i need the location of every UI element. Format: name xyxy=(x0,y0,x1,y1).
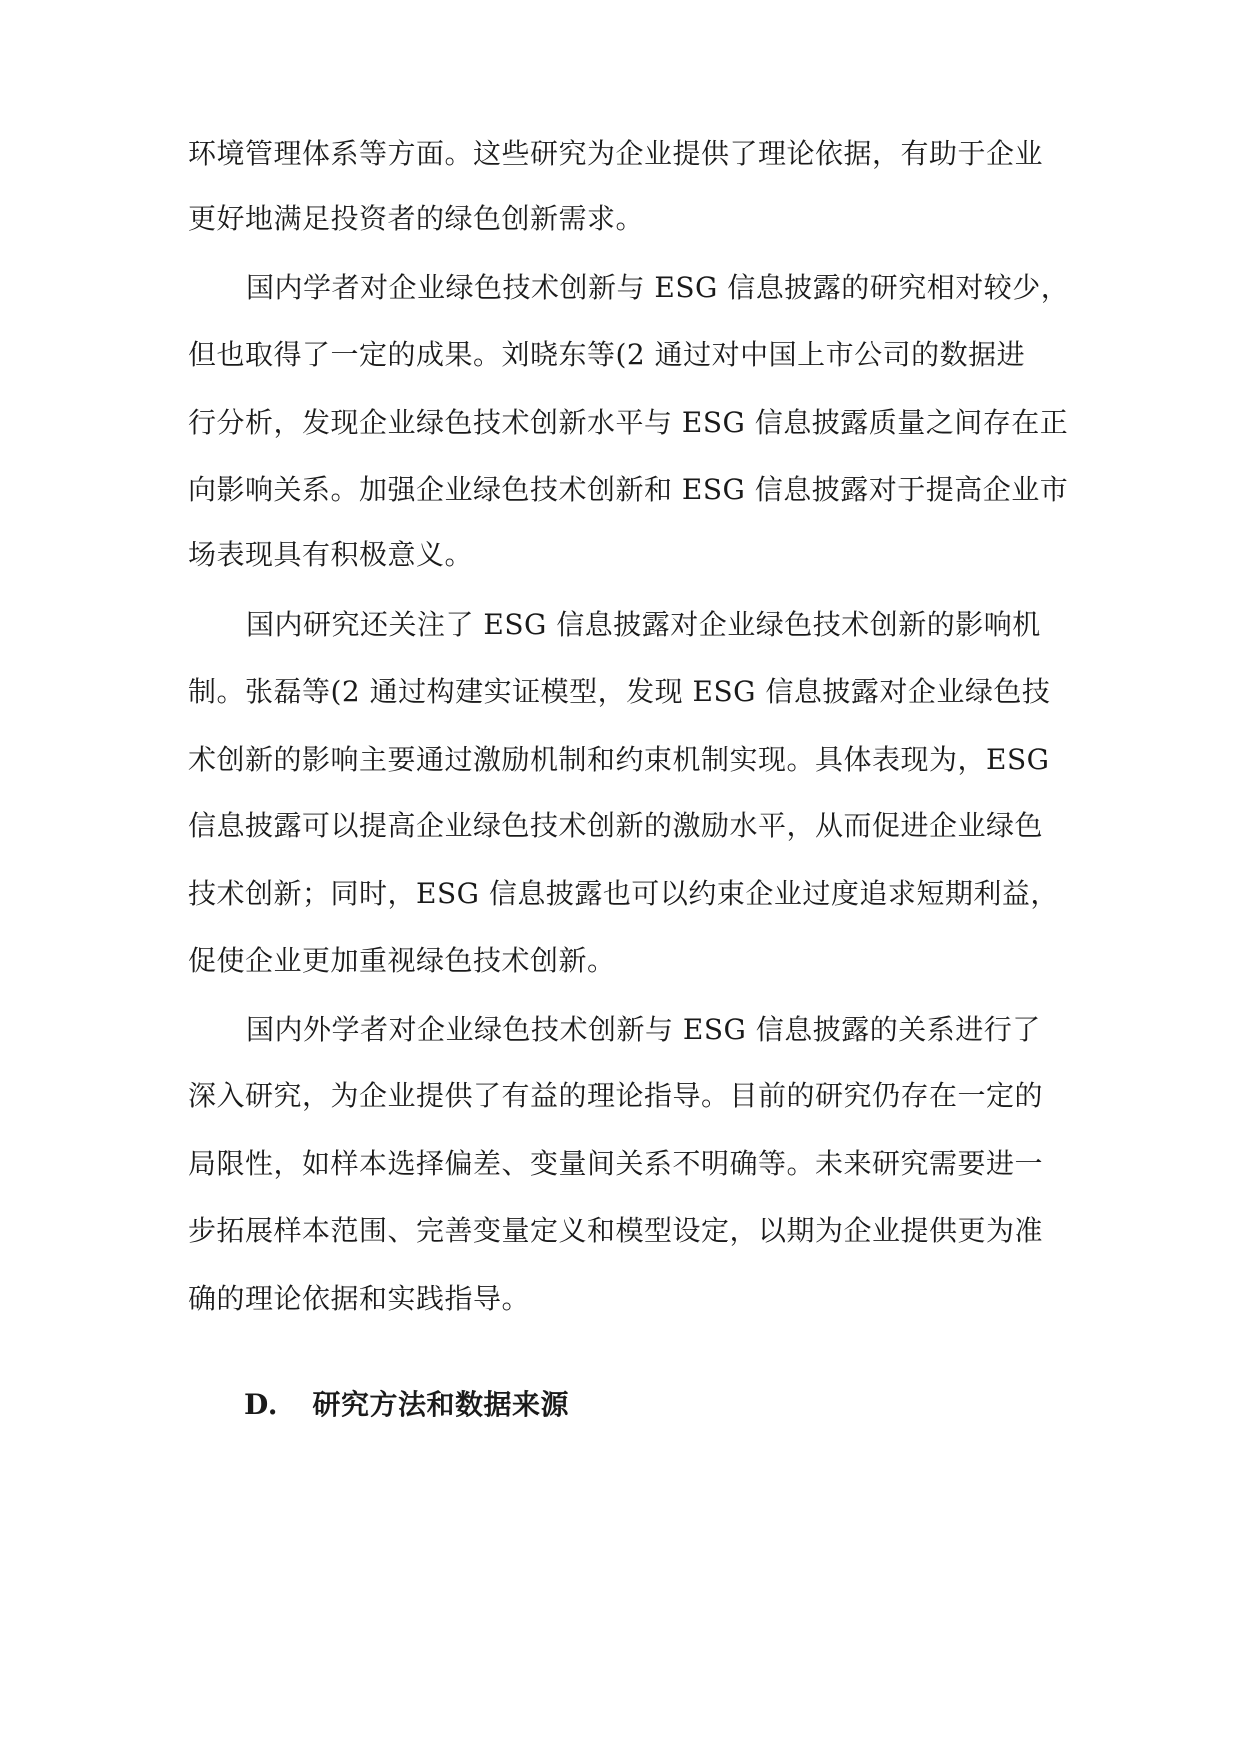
paragraph-line: 步拓展样本范围、完善变量定义和模型设定，以期为企业提供更为准 xyxy=(188,1214,1044,1247)
paragraph-line: 制。张磊等(2 通过构建实证模型，发现 ESG 信息披露对企业绿色技 xyxy=(188,675,1051,708)
paragraph-line: 技术创新；同时，ESG 信息披露也可以约束企业过度追求短期利益， xyxy=(188,877,1059,910)
section-heading-label: D. xyxy=(244,1388,279,1421)
paragraph-line: 环境管理体系等方面。这些研究为企业提供了理论依据，有助于企业 xyxy=(188,137,1044,170)
paragraph-line: 更好地满足投资者的绿色创新需求。 xyxy=(188,202,645,235)
paragraph-line: 局限性，如样本选择偏差、变量间关系不明确等。未来研究需要进一 xyxy=(188,1147,1044,1180)
paragraph-line: 国内研究还关注了 ESG 信息披露对企业绿色技术创新的影响机 xyxy=(246,608,1041,641)
paragraph-line: 场表现具有积极意义。 xyxy=(188,538,474,571)
paragraph-line: 但也取得了一定的成果。刘晓东等(2 通过对中国上市公司的数据进 xyxy=(188,338,1026,371)
paragraph-line: 国内外学者对企业绿色技术创新与 ESG 信息披露的关系进行了 xyxy=(246,1013,1041,1046)
paragraph-line: 行分析，发现企业绿色技术创新水平与 ESG 信息披露质量之间存在正 xyxy=(188,406,1069,439)
paragraph-line: 深入研究，为企业提供了有益的理论指导。目前的研究仍存在一定的 xyxy=(188,1079,1044,1112)
paragraph-line: 术创新的影响主要通过激励机制和约束机制实现。具体表现为，ESG xyxy=(188,743,1050,776)
paragraph-line: 确的理论依据和实践指导。 xyxy=(188,1282,531,1315)
section-heading xyxy=(244,1385,569,1425)
paragraph-line: 向影响关系。加强企业绿色技术创新和 ESG 信息披露对于提高企业市 xyxy=(188,473,1069,506)
paragraph-line: 国内学者对企业绿色技术创新与 ESG 信息披露的研究相对较少， xyxy=(246,271,1070,304)
paragraph-line: 信息披露可以提高企业绿色技术创新的激励水平，从而促进企业绿色 xyxy=(188,809,1044,842)
paragraph-line: 促使企业更加重视绿色技术创新。 xyxy=(188,944,616,977)
section-heading-title: 研究方法和数据来源 xyxy=(312,1388,570,1421)
